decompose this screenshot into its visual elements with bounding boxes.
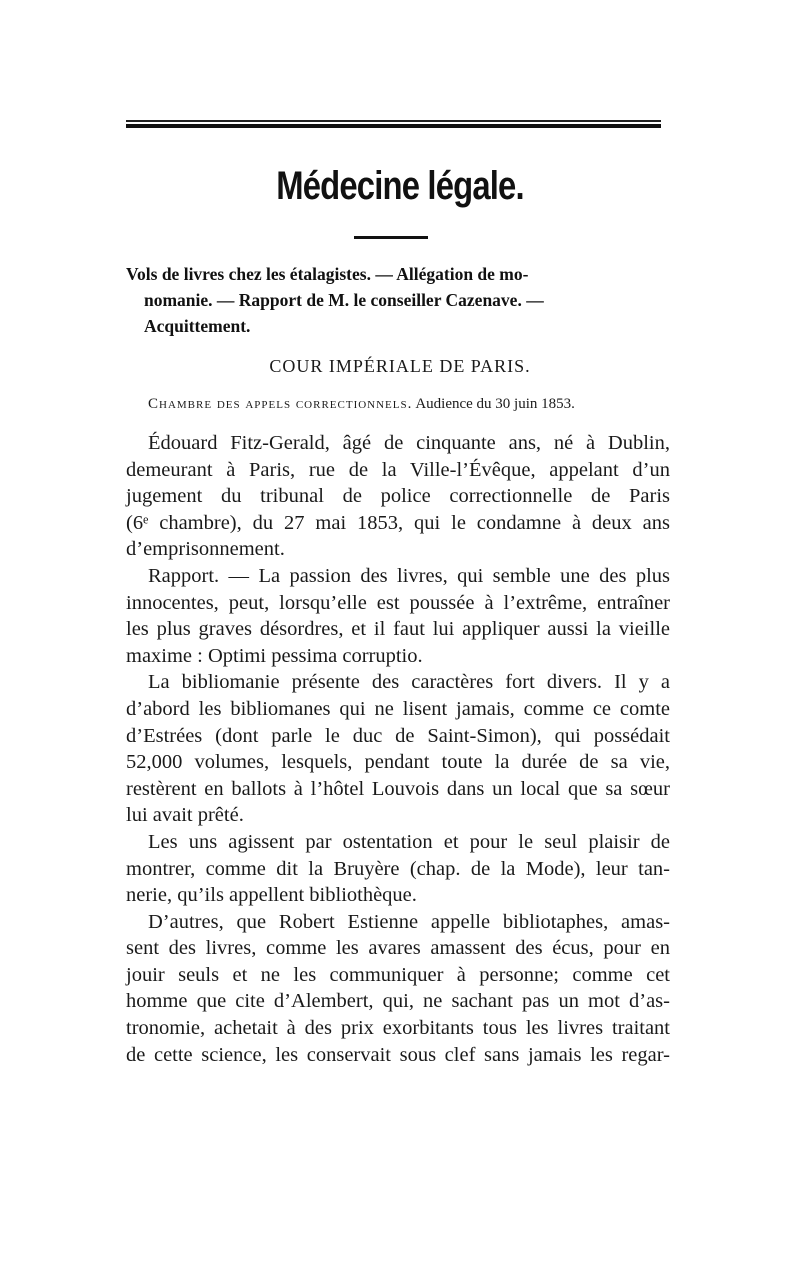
subheading-line: Vols de livres chez les étalagistes. — Allégation de mo- — [126, 264, 529, 284]
body-line: D’autres, que Robert Estienne appelle bibliotaphes, amas- — [148, 910, 670, 933]
thin-rule — [126, 120, 661, 122]
body-text — [126, 430, 670, 1068]
body-line: sent des livres, comme les avares amassent des écus, pour en — [126, 937, 670, 960]
session-line — [148, 396, 668, 413]
page-title: Médecine légale. — [276, 164, 524, 208]
subheading-line: nomanie. — Rapport de M. le conseiller Cazenave. — — [144, 290, 544, 310]
subheading — [126, 261, 666, 339]
body-line: tronomie, achetait à des prix exorbitants tous les livres traitant — [126, 1017, 670, 1040]
body-line: les plus graves désordres, et il faut lui appliquer aussi la vieille — [126, 618, 670, 641]
body-line: Édouard Fitz-Gerald, âgé de cinquante ans, né à Dublin, — [148, 432, 670, 454]
header-double-rule — [126, 120, 661, 130]
body-line: innocentes, peut, lorsqu’elle est poussée à l’extrême, entraîner — [126, 591, 670, 614]
thick-rule — [126, 124, 661, 128]
body-line: La bibliomanie présente des caractères fort divers. Il y a — [148, 671, 670, 694]
body-line: jugement du tribunal de police correctionnelle de Paris — [126, 485, 670, 508]
court-heading: COUR IMPÉRIALE DE PARIS. — [269, 356, 531, 376]
body-line: maxime : Optimi pessima corruptio. — [126, 644, 423, 667]
body-line: d’emprisonnement. — [126, 538, 285, 561]
body-line: 52,000 volumes, lesquels, pendant toute la durée de sa vie, — [126, 751, 670, 774]
body-line: d’Estrées (dont parle le duc de Saint-Simon), qui possédait — [126, 724, 670, 747]
body-line: restèrent en ballots à l’hôtel Louvois dans un local que sa sœur — [126, 777, 670, 800]
hearing-date: Audience du 30 juin 1853. — [415, 396, 575, 412]
body-line: (6ᵉ chambre), du 27 mai 1853, qui le condamne à deux ans — [126, 511, 670, 534]
body-line: Les uns agissent par ostentation et pour le seul plaisir de — [148, 830, 670, 853]
body-line: Rapport. — La passion des livres, qui semble une des plus — [148, 564, 670, 587]
body-line: lui avait prêté. — [126, 804, 244, 827]
subheading-line: Acquittement. — [144, 316, 251, 336]
body-line: homme que cite d’Alembert, qui, ne sachant pas un mot d’as- — [126, 990, 670, 1013]
body-line: jouir seuls et ne les communiquer à personne; comme cet — [126, 963, 670, 986]
chamber-label: Chambre des appels correctionnels. — [148, 396, 413, 412]
title-separator-rule — [354, 236, 428, 239]
body-line: d’abord les bibliomanes qui ne lisent jamais, comme ce comte — [126, 697, 670, 720]
body-line: demeurant à Paris, rue de la Ville-l’Évêque, appelant d’un — [126, 458, 670, 481]
body-line: de cette science, les conservait sous clef sans jamais les regar- — [126, 1043, 670, 1066]
body-line: montrer, comme dit la Bruyère (chap. de la Mode), leur tan- — [126, 857, 670, 880]
body-line: nerie, qu’ils appellent bibliothèque. — [126, 884, 417, 907]
